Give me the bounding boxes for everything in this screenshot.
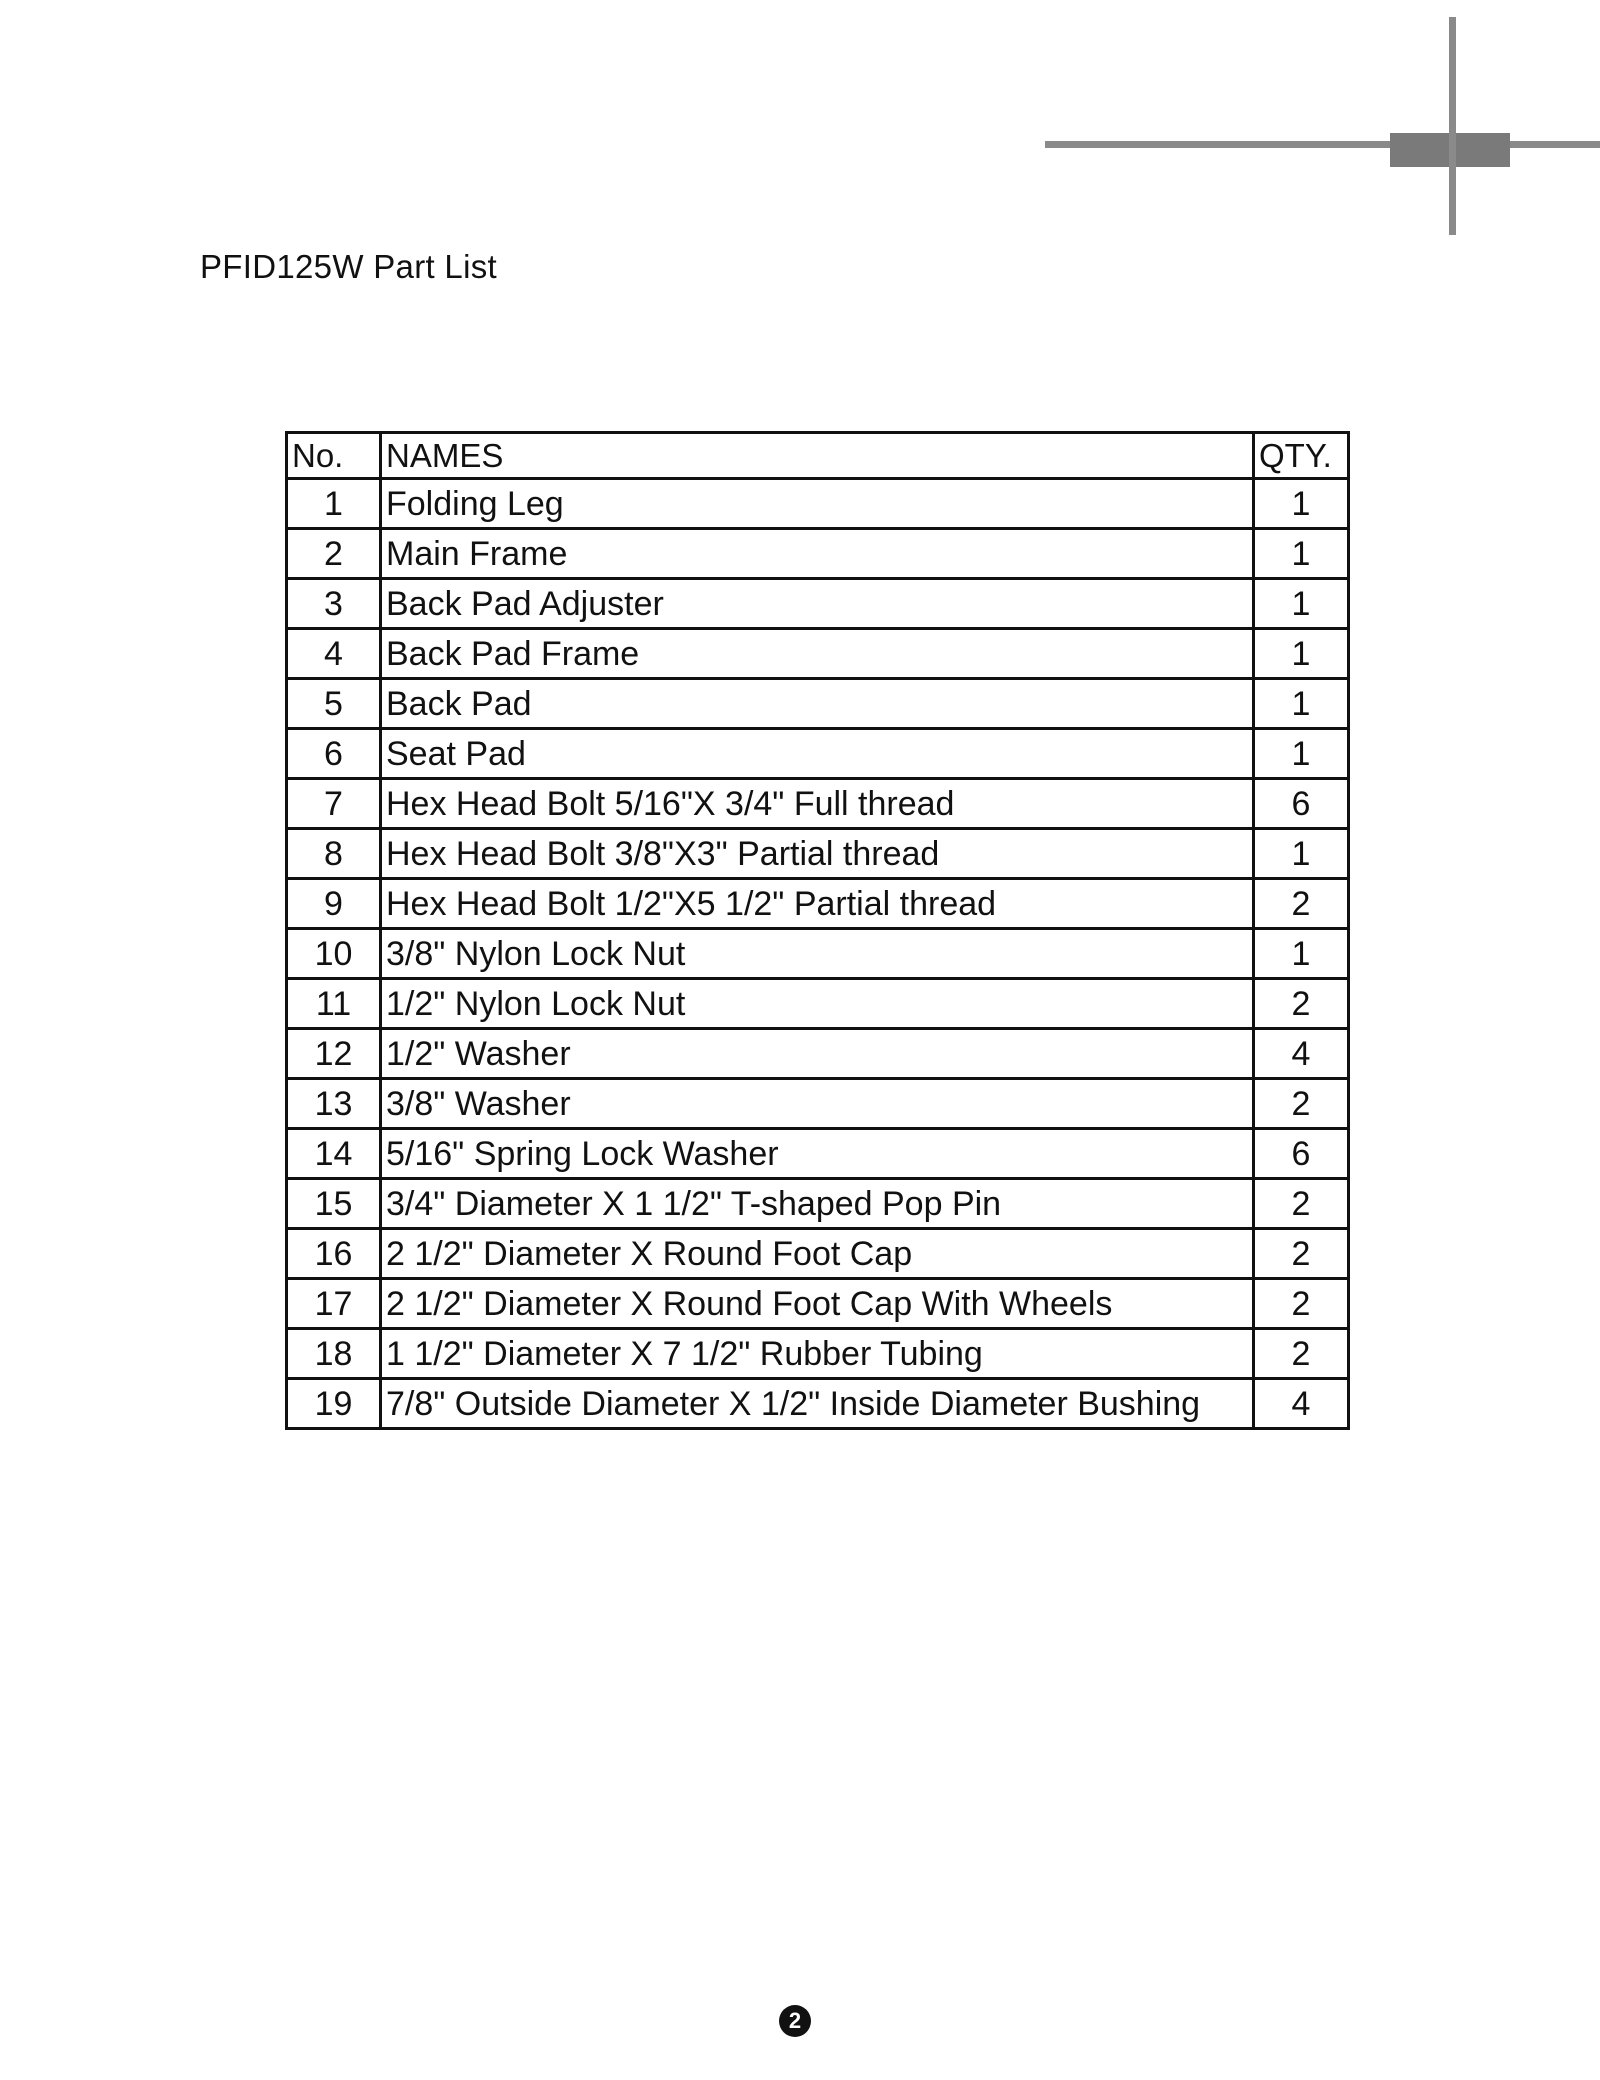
part-quantity: 1 <box>1254 479 1349 529</box>
part-number: 2 <box>287 529 381 579</box>
part-name: Seat Pad <box>381 729 1254 779</box>
part-quantity: 2 <box>1254 879 1349 929</box>
table-row <box>287 779 1349 829</box>
part-quantity: 2 <box>1254 1079 1349 1129</box>
page-number-badge: 2 <box>779 2005 811 2037</box>
parts-list-body <box>287 433 1349 1429</box>
part-quantity: 2 <box>1254 1179 1349 1229</box>
part-number: 4 <box>287 629 381 679</box>
part-name: 5/16" Spring Lock Washer <box>381 1129 1254 1179</box>
part-quantity: 4 <box>1254 1379 1349 1429</box>
part-name: Back Pad Frame <box>381 629 1254 679</box>
part-quantity: 2 <box>1254 1329 1349 1379</box>
part-number: 9 <box>287 879 381 929</box>
part-quantity: 6 <box>1254 1129 1349 1179</box>
header-qty: QTY. <box>1254 433 1349 479</box>
part-number: 14 <box>287 1129 381 1179</box>
table-row <box>287 1379 1349 1429</box>
part-number: 1 <box>287 479 381 529</box>
parts-list-table <box>285 431 1350 1430</box>
part-name: 2 1/2" Diameter X Round Foot Cap <box>381 1229 1254 1279</box>
table-row <box>287 1279 1349 1329</box>
part-number: 8 <box>287 829 381 879</box>
table-row <box>287 1079 1349 1129</box>
table-header-row <box>287 433 1349 479</box>
part-number: 17 <box>287 1279 381 1329</box>
table-row <box>287 1329 1349 1379</box>
page-title: PFID125W Part List <box>200 248 497 285</box>
part-name: Back Pad <box>381 679 1254 729</box>
part-quantity: 2 <box>1254 979 1349 1029</box>
part-number: 12 <box>287 1029 381 1079</box>
part-quantity: 1 <box>1254 629 1349 679</box>
part-name: Hex Head Bolt 5/16"X 3/4" Full thread <box>381 779 1254 829</box>
part-number: 11 <box>287 979 381 1029</box>
part-quantity: 1 <box>1254 729 1349 779</box>
part-number: 19 <box>287 1379 381 1429</box>
part-number: 15 <box>287 1179 381 1229</box>
registration-mark-vertical <box>1449 17 1456 235</box>
table-row <box>287 729 1349 779</box>
part-name: Main Frame <box>381 529 1254 579</box>
table-row <box>287 1029 1349 1079</box>
registration-mark-horizontal <box>1045 141 1600 148</box>
part-number: 6 <box>287 729 381 779</box>
part-number: 18 <box>287 1329 381 1379</box>
part-quantity: 1 <box>1254 579 1349 629</box>
header-no: No. <box>287 433 381 479</box>
part-quantity: 2 <box>1254 1279 1349 1329</box>
table-row <box>287 979 1349 1029</box>
part-name: 7/8" Outside Diameter X 1/2" Inside Diameter Bushing <box>381 1379 1254 1429</box>
header-names: NAMES <box>381 433 1254 479</box>
part-name: Hex Head Bolt 3/8"X3" Partial thread <box>381 829 1254 879</box>
part-number: 5 <box>287 679 381 729</box>
part-quantity: 1 <box>1254 529 1349 579</box>
part-name: 3/8" Washer <box>381 1079 1254 1129</box>
part-name: 1 1/2" Diameter X 7 1/2" Rubber Tubing <box>381 1329 1254 1379</box>
part-number: 10 <box>287 929 381 979</box>
part-quantity: 1 <box>1254 829 1349 879</box>
table-row <box>287 929 1349 979</box>
part-name: 3/4" Diameter X 1 1/2" T-shaped Pop Pin <box>381 1179 1254 1229</box>
part-quantity: 4 <box>1254 1029 1349 1079</box>
table-row <box>287 679 1349 729</box>
part-number: 7 <box>287 779 381 829</box>
table-row <box>287 629 1349 679</box>
part-quantity: 2 <box>1254 1229 1349 1279</box>
table-row <box>287 579 1349 629</box>
part-name: 2 1/2" Diameter X Round Foot Cap With Wheels <box>381 1279 1254 1329</box>
table-row <box>287 1229 1349 1279</box>
part-quantity: 1 <box>1254 679 1349 729</box>
part-name: 1/2" Washer <box>381 1029 1254 1079</box>
part-name: Hex Head Bolt 1/2"X5 1/2" Partial thread <box>381 879 1254 929</box>
table-row <box>287 479 1349 529</box>
table-row <box>287 879 1349 929</box>
table-row <box>287 1129 1349 1179</box>
part-name: Folding Leg <box>381 479 1254 529</box>
part-name: 3/8" Nylon Lock Nut <box>381 929 1254 979</box>
part-name: Back Pad Adjuster <box>381 579 1254 629</box>
part-quantity: 6 <box>1254 779 1349 829</box>
part-number: 13 <box>287 1079 381 1129</box>
part-name: 1/2" Nylon Lock Nut <box>381 979 1254 1029</box>
table-row <box>287 1179 1349 1229</box>
part-number: 16 <box>287 1229 381 1279</box>
part-number: 3 <box>287 579 381 629</box>
table-row <box>287 529 1349 579</box>
part-quantity: 1 <box>1254 929 1349 979</box>
table-row <box>287 829 1349 879</box>
